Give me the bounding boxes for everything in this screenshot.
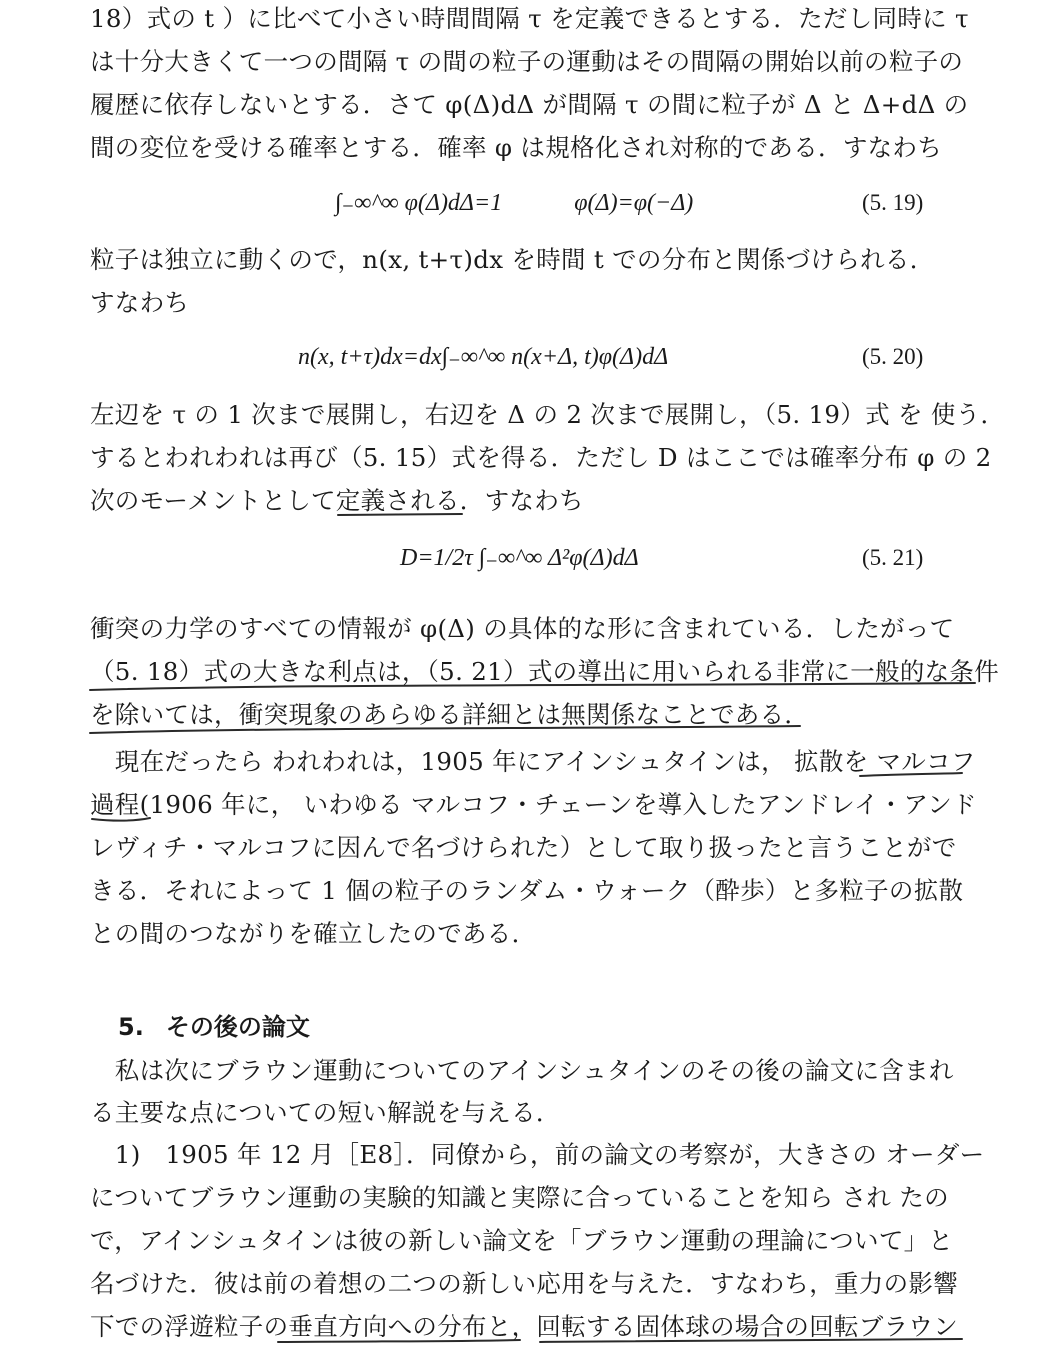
text-line: 名づけた．彼は前の着想の二つの新しい応用を与えた．すなわち，重力の影響 xyxy=(90,1269,958,1298)
text-line: との間のつながりを確立したのである． xyxy=(90,919,537,948)
section-heading xyxy=(118,1010,310,1044)
text-line: で，アインシュタインは彼の新しい論文を「ブラウン運動の理論について」と xyxy=(90,1226,954,1255)
equation-5-19: ∫₋∞^∞ φ(Δ)dΔ=1 φ(Δ)=φ(−Δ) xyxy=(335,190,694,216)
text-line: すなわち xyxy=(90,288,190,317)
text-line: 過程(1906 年に， いわゆる マルコフ・チェーンを導入したアンドレイ・アンド xyxy=(90,790,977,819)
equation-number: (5. 20) xyxy=(862,344,924,369)
text-line: 現在だったら われわれは，1905 年にアインシュタインは， 拡散を マルコフ xyxy=(90,747,976,776)
text-line: 1) 1905 年 12 月［E8］．同僚から，前の論文の考察が，大きさの オーダー xyxy=(90,1140,985,1169)
equation-5-21: D=1/2τ ∫₋∞^∞ Δ²φ(Δ)dΔ xyxy=(400,545,639,571)
section-number: 5. xyxy=(118,1013,144,1041)
text-line: を除いては，衝突現象のあらゆる詳細とは無関係なことである． xyxy=(90,700,810,729)
equation-5-20: n(x, t+τ)dx=dx∫₋∞^∞ n(x+Δ, t)φ(Δ)dΔ xyxy=(298,344,669,370)
text-line: （5. 18）式の大きな利点は，（5. 21）式の導出に用いられる非常に一般的な条件 xyxy=(90,657,1000,686)
text-line: 下での浮遊粒子の垂直方向への分布と，回転する固体球の場合の回転ブラウン xyxy=(90,1312,958,1341)
text-line: 粒子は独立に動くので，n(x, t+τ)dx を時間 t での分布と関係づけられる． xyxy=(90,245,935,274)
equation-number: (5. 21) xyxy=(862,545,924,570)
section-title: その後の論文 xyxy=(165,1013,310,1041)
text-line: きる．それによって 1 個の粒子のランダム・ウォーク（酔歩）と多粒子の拡散 xyxy=(90,876,964,905)
text-line: するとわれわれは再び（5. 15）式を得る．ただし D はここでは確率分布 φ の 2 xyxy=(90,443,992,472)
text-line: 衝突の力学のすべての情報が φ(Δ) の具体的な形に含まれている．したがって xyxy=(90,614,955,643)
text-line: 間の変位を受ける確率とする．確率 φ は規格化され対称的である．すなわち xyxy=(90,133,943,162)
text-line: 左辺を τ の 1 次まで展開し，右辺を Δ の 2 次まで展開し，（5. 19）式 を 使う． xyxy=(90,400,1006,429)
text-line: は十分大きくて一つの間隔 τ の間の粒子の運動はその間隔の開始以前の粒子の xyxy=(90,47,964,76)
text-line: 私は次にブラウン運動についてのアインシュタインのその後の論文に含まれ xyxy=(90,1056,954,1085)
text-line: についてブラウン運動の実験的知識と実際に合っていることを知ら され たの xyxy=(90,1183,949,1212)
text-line: 履歴に依存しないとする．さて φ(Δ)dΔ が間隔 τ の間に粒子が Δ と Δ+dΔ の xyxy=(90,90,969,119)
text-line: 次のモーメントとして定義される．すなわち xyxy=(90,486,584,515)
equation-number: (5. 19) xyxy=(862,190,924,215)
text-line: 18）式の t ）に比べて小さい時間間隔 τ を定義できるとする．ただし同時に τ xyxy=(90,4,969,33)
text-line: る主要な点についての短い解説を与える． xyxy=(90,1098,561,1127)
text-line: レヴィチ・マルコフに因んで名づけられた）として取り扱ったと言うことがで xyxy=(90,833,957,862)
